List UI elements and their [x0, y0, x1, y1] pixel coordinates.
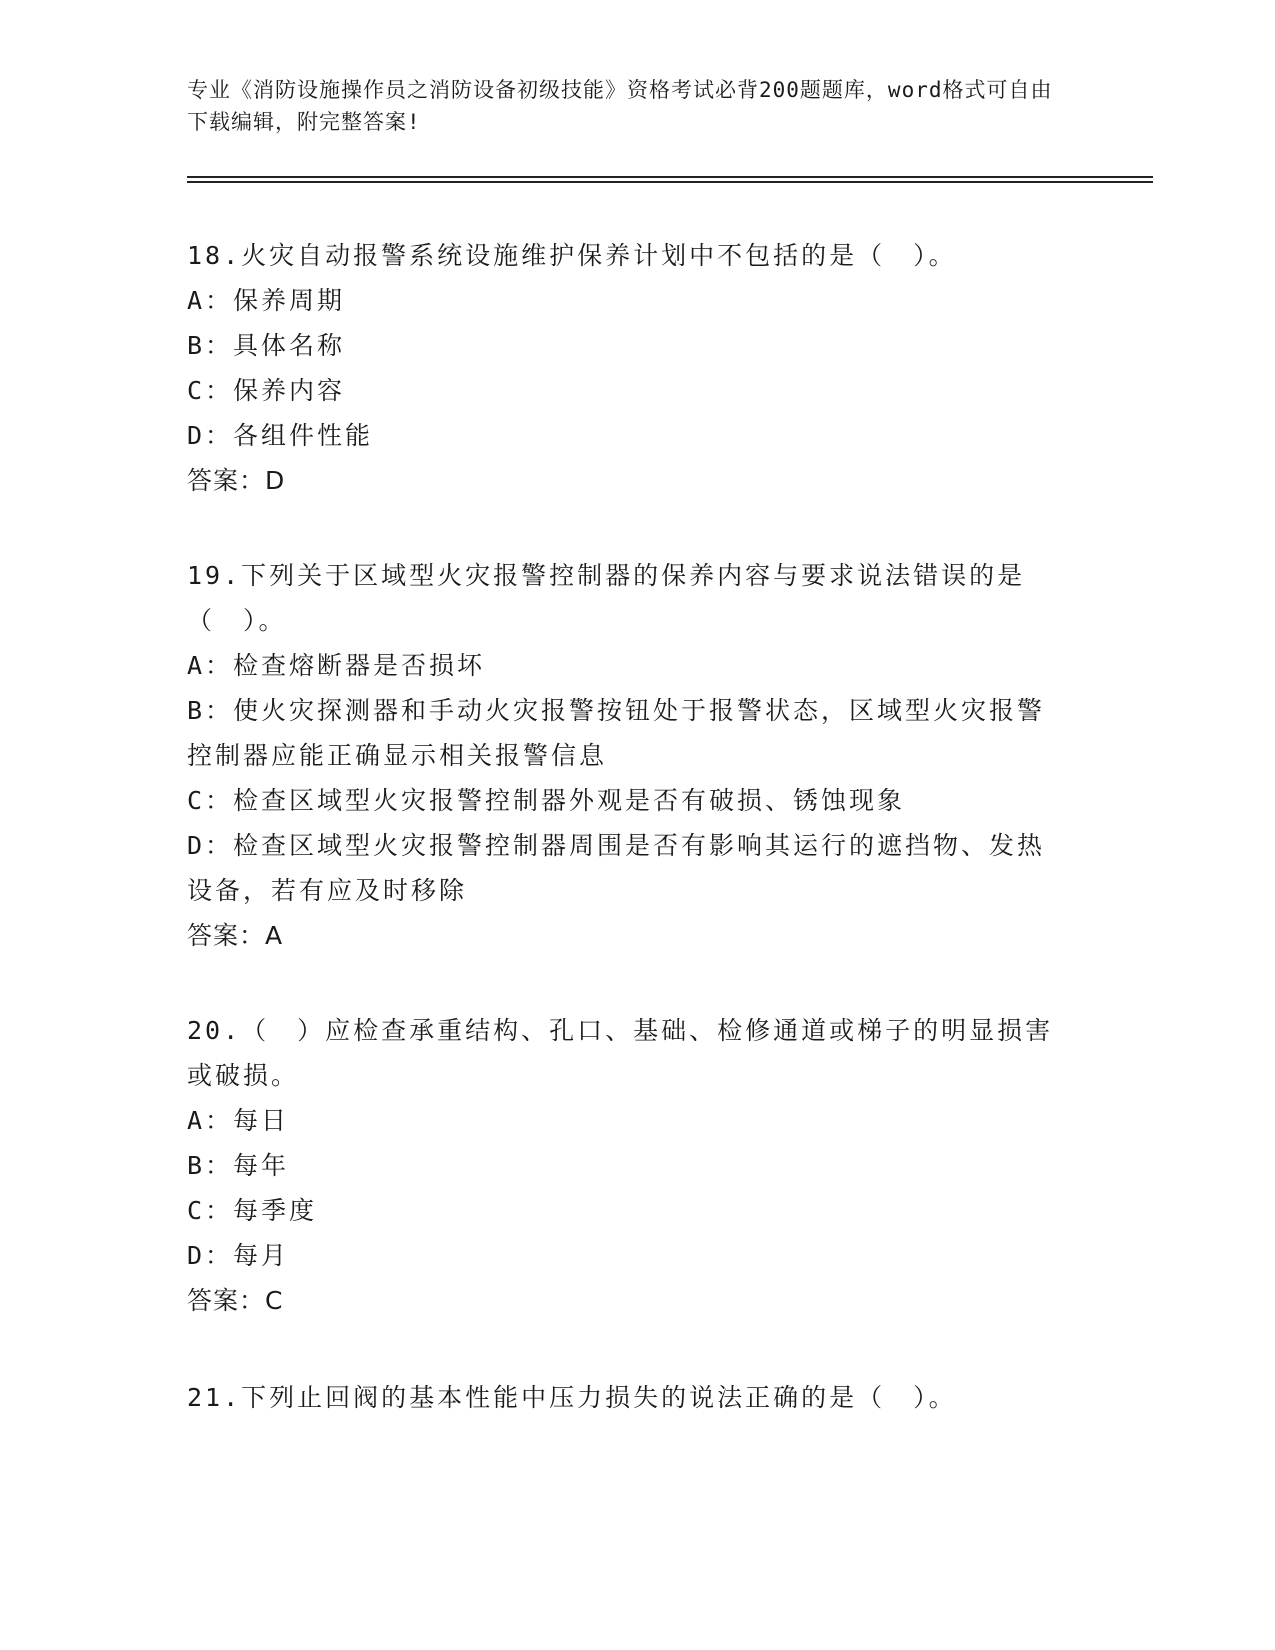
question-21 — [187, 1375, 1067, 1420]
option-c: C：每季度 — [187, 1196, 318, 1225]
document-header: 专业《消防设施操作员之消防设备初级技能》资格考试必背200题题库，word格式可自由下载编辑，附完整答案! — [187, 78, 1053, 134]
option-b: B：使火灾探测器和手动火灾报警按钮处于报警状态，区域型火灾报警控制器应能正确显示相关报警信息 — [187, 696, 1046, 770]
option-c: C：保养内容 — [187, 376, 346, 405]
option-d: D：检查区域型火灾报警控制器周围是否有影响其运行的遮挡物、发热设备，若有应及时移除 — [187, 831, 1046, 905]
option-d: D：每月 — [187, 1241, 290, 1270]
question-18 — [187, 233, 1067, 503]
option-a: A：保养周期 — [187, 286, 346, 315]
answer-line: 答案：A — [187, 921, 284, 950]
question-stem: 21.下列止回阀的基本性能中压力损失的说法正确的是（ ）。 — [187, 1383, 957, 1412]
option-b: B：每年 — [187, 1151, 290, 1180]
question-20 — [187, 1008, 1067, 1323]
header-divider-top — [187, 176, 1153, 178]
question-stem: 20.（ ）应检查承重结构、孔口、基础、检修通道或梯子的明显损害或破损。 — [187, 1016, 1054, 1090]
option-c: C：检查区域型火灾报警控制器外观是否有破损、锈蚀现象 — [187, 786, 906, 815]
option-a: A：每日 — [187, 1106, 290, 1135]
question-19 — [187, 553, 1067, 958]
option-a: A：检查熔断器是否损坏 — [187, 651, 486, 680]
header-divider-bottom — [187, 181, 1153, 183]
option-d: D：各组件性能 — [187, 421, 374, 450]
option-b: B：具体名称 — [187, 331, 346, 360]
answer-line: 答案：C — [187, 1286, 284, 1315]
question-stem: 19.下列关于区域型火灾报警控制器的保养内容与要求说法错误的是（ ）。 — [187, 561, 1026, 635]
answer-line: 答案：D — [187, 466, 286, 495]
question-stem: 18.火灾自动报警系统设施维护保养计划中不包括的是（ ）。 — [187, 241, 957, 270]
